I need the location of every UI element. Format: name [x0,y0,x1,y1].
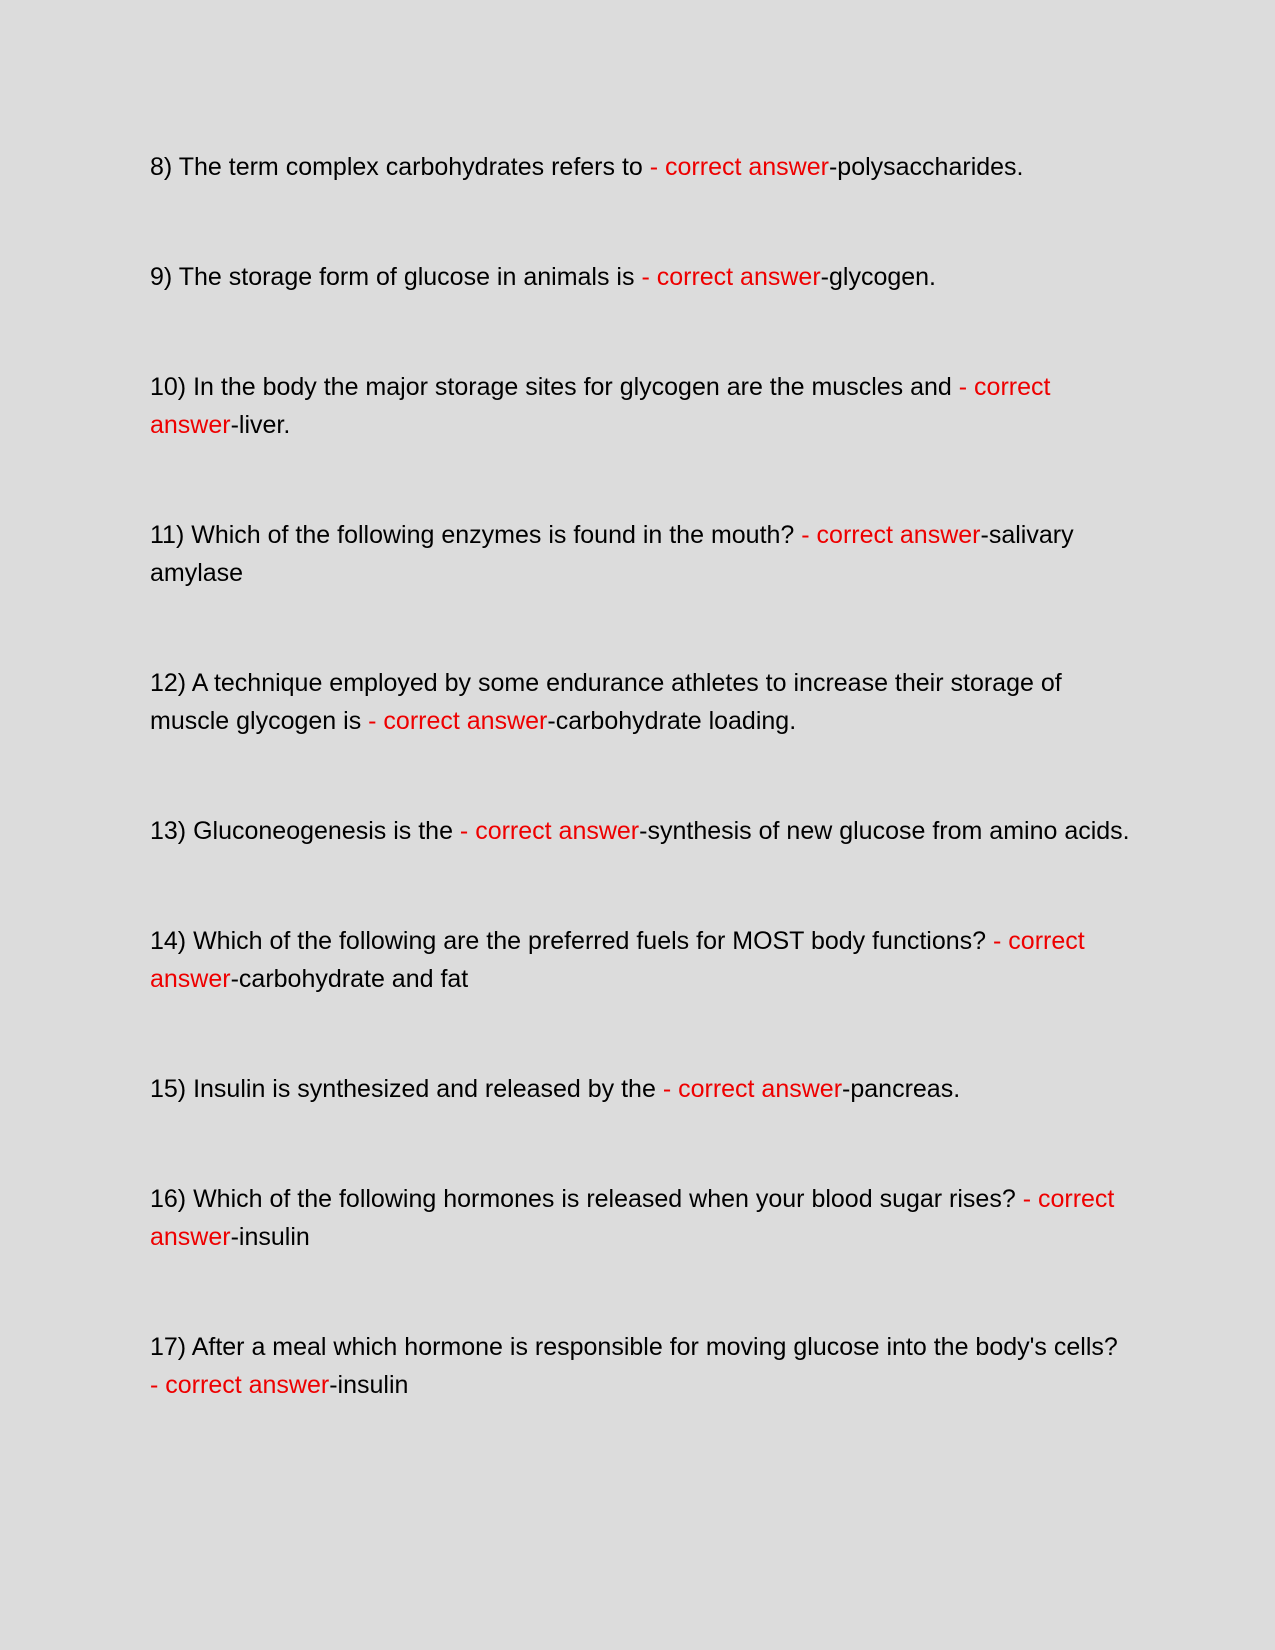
question-text: 13) Gluconeogenesis is the [150,817,460,845]
qa-item-12 [150,664,1130,740]
qa-item-9 [150,258,1130,296]
question-text: 17) After a meal which hormone is responsible for moving glucose into the body's cells? [150,1333,1118,1361]
correct-answer-marker: - correct answer [459,817,640,845]
answer-text: -carbohydrate and fat [230,965,469,993]
question-text: 15) Insulin is synthesized and released by the [150,1075,663,1103]
question-text: 12) A technique employed by some endurance athletes to increase their storage of muscle glycogen is [150,669,1062,735]
qa-item-14 [150,922,1130,998]
correct-answer-marker: - correct answer [662,1075,843,1103]
qa-item-13 [150,812,1130,850]
correct-answer-marker: - correct answer [641,263,821,291]
answer-text: -pancreas. [842,1075,961,1103]
correct-answer-marker: - correct answer [150,1371,330,1399]
qa-item-11 [150,516,1130,592]
answer-text: -insulin [230,1223,310,1251]
answer-text: -polysaccharides. [828,153,1024,181]
qa-item-10 [150,368,1130,444]
question-text: 11) Which of the following enzymes is found in the mouth? [150,521,802,549]
correct-answer-marker: - correct answer [150,927,1085,993]
answer-text: -synthesis of new glucose from amino acids. [639,817,1130,845]
answer-text: -carbohydrate loading. [547,707,797,735]
answer-text: -liver. [230,411,291,439]
qa-item-16 [150,1180,1130,1256]
question-text: 9) The storage form of glucose in animals is [150,263,642,291]
qa-item-8 [150,148,1130,186]
correct-answer-marker: - correct answer [801,521,981,549]
question-text: 14) Which of the following are the preferred fuels for MOST body functions? [150,927,994,955]
answer-text: -salivary amylase [150,521,1074,587]
answer-text: -glycogen. [820,263,937,291]
correct-answer-marker: - correct answer [150,1185,1115,1251]
document-page [150,148,1130,1476]
question-text: 8) The term complex carbohydrates refers to [150,153,650,181]
qa-item-15 [150,1070,1130,1108]
answer-text: -insulin [329,1371,409,1399]
qa-item-17 [150,1328,1130,1404]
question-text: 10) In the body the major storage sites for glycogen are the muscles and [150,373,959,401]
correct-answer-marker: - correct answer [368,707,548,735]
question-text: 16) Which of the following hormones is released when your blood sugar rises? [150,1185,1023,1213]
correct-answer-marker: - correct answer [649,153,829,181]
correct-answer-marker: - correct answer [150,373,1051,439]
